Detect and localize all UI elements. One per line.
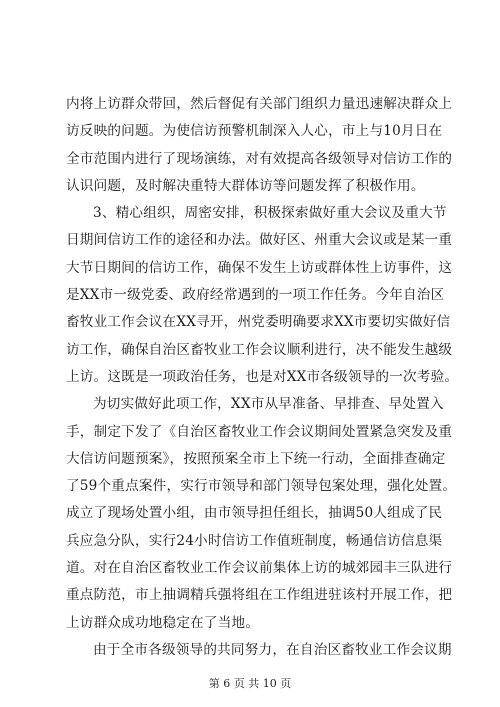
text-line: 由于全市各级领导的共同努力，在自治区畜牧业工作会议期 bbox=[93, 641, 452, 658]
text-line: 大节日期间的信访工作，确保不发生上访或群体性上访事件，这 bbox=[66, 259, 453, 276]
body-text bbox=[66, 91, 459, 664]
text-line: 兵应急分队，实行24小时信访工作值班制度，畅通信访信息渠 bbox=[66, 532, 443, 549]
text-line: 重点防范，市上抽调精兵强将组在工作组进驻该村开展工作，把 bbox=[66, 587, 453, 604]
text-line: 认识问题，及时解决重特大群体访等问题发挥了积极作用。 bbox=[66, 177, 425, 194]
text-line: 访工作，确保自治区畜牧业工作会议顺利进行，决不能发生越级 bbox=[66, 341, 453, 358]
text-line: 手，制定下发了《自治区畜牧业工作会议期间处置紧急突发及重 bbox=[66, 423, 453, 440]
page-footer: 第 6 页 共 10 页 bbox=[208, 677, 292, 690]
text-line: 道。对在自治区畜牧业工作会议前集体上访的城郊园丰三队进行 bbox=[66, 560, 453, 577]
text-line: 畜牧业工作会议在XX寻开，州党委明确要求XX市要切实做好信 bbox=[66, 314, 451, 331]
text-line: 大信访问题预案》，按照预案全市上下统一行动，全面排查确定 bbox=[66, 450, 446, 467]
text-line: 成立了现场处置小组，由市领导担任组长，抽调50人组成了民 bbox=[66, 505, 443, 522]
text-line: 是XX市一级党委、政府经常遇到的一项工作任务。今年自治区 bbox=[66, 287, 445, 304]
text-line: 全市范围内进行了现场演练，对有效提高各级领导对信访工作的 bbox=[66, 150, 453, 167]
text-line: 了59个重点案件，实行市领导和部门领导包案处理，强化处置。 bbox=[66, 478, 457, 495]
text-line: 为切实做好此项工作，XX市从早准备、早排查、早处置入 bbox=[93, 396, 444, 413]
text-line: 上访。这既是一项政治任务，也是对XX市各级领导的一次考验。 bbox=[66, 368, 459, 385]
text-line: 访反映的问题。为使信访预警机制深入人心，市上与10月日在 bbox=[66, 123, 443, 140]
text-line: 3、精心组织，周密安排，积极探索做好重大会议及重大节 bbox=[93, 205, 447, 222]
text-line: 内将上访群众带回，然后督促有关部门组织力量迅速解决群众上 bbox=[66, 96, 453, 112]
text-line: 上访群众成功地稳定在了当地。 bbox=[66, 614, 260, 631]
text-line: 日期间信访工作的途径和办法。做好区、州重大会议或是某一重 bbox=[66, 232, 453, 249]
